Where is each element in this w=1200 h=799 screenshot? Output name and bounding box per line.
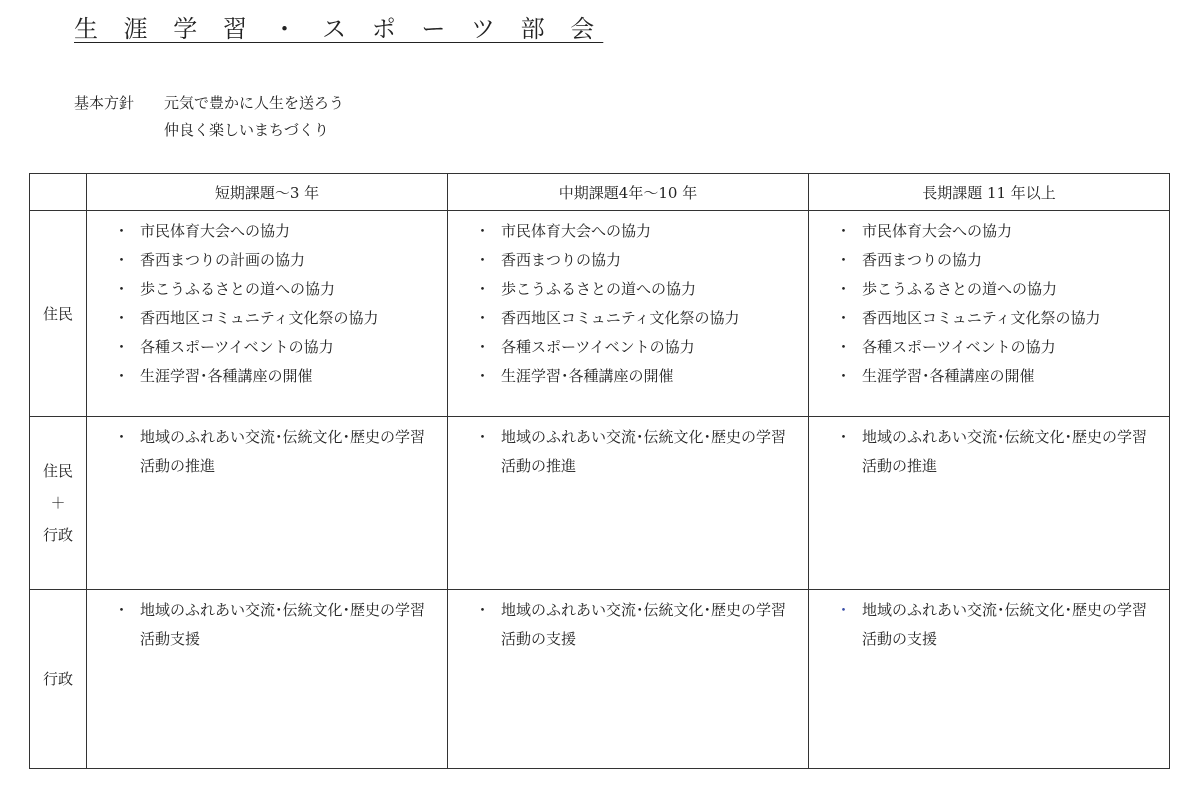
list-item: ・ 香西まつりの計画の協力: [112, 246, 439, 275]
table-cell: [87, 417, 448, 590]
list-item: ・ 各種スポーツイベントの協力: [112, 333, 439, 362]
list-item: ・ 各種スポーツイベントの協力: [834, 333, 1161, 362]
table-cell: [448, 211, 809, 417]
bullet: ・: [475, 367, 491, 385]
table-cell: [87, 590, 448, 769]
bullet: ・: [114, 367, 130, 385]
bullet: ・: [836, 428, 852, 446]
bullet: ・: [836, 309, 852, 327]
list-item: ・ 市民体育大会への協力: [473, 217, 800, 246]
list-item: ・ 地域のふれあい交流･伝統文化･歴史の学習活動の支援: [834, 596, 1161, 654]
bullet: ・: [836, 601, 852, 619]
bullet: ・: [836, 338, 852, 356]
page-title: 生 涯 学 習 ・ ス ポ ー ツ 部 会: [74, 15, 604, 43]
list-item: ・ 地域のふれあい交流･伝統文化･歴史の学習活動の推進: [112, 423, 439, 481]
header-short-term: 短期課題〜3 年: [87, 174, 448, 211]
item-list: [448, 590, 808, 654]
bullet: ・: [114, 428, 130, 446]
item-list: [87, 590, 447, 654]
list-item: ・ 市民体育大会への協力: [112, 217, 439, 246]
list-item: ・ 生涯学習･各種講座の開催: [473, 362, 800, 391]
bullet: ・: [114, 601, 130, 619]
bullet: ・: [114, 251, 130, 269]
table-cell: [448, 590, 809, 769]
bullet: ・: [114, 222, 130, 240]
table-cell: [809, 211, 1170, 417]
list-item: ・ 生涯学習･各種講座の開催: [834, 362, 1161, 391]
bullet: ・: [475, 309, 491, 327]
row-label-government: 行政: [30, 590, 87, 769]
item-list: [809, 417, 1169, 481]
list-item: ・ 各種スポーツイベントの協力: [473, 333, 800, 362]
bullet: ・: [836, 280, 852, 298]
item-list: [809, 590, 1169, 654]
item-list: [87, 211, 447, 391]
bullet: ・: [836, 367, 852, 385]
item-list: [448, 417, 808, 481]
bullet: ・: [475, 601, 491, 619]
header-corner-cell: [30, 174, 87, 211]
bullet: ・: [114, 280, 130, 298]
list-item: ・ 歩こうふるさとの道への協力: [473, 275, 800, 304]
table-cell: [809, 590, 1170, 769]
plan-table: [29, 173, 1170, 769]
list-item: ・ 香西地区コミュニティ文化祭の協力: [834, 304, 1161, 333]
row-label-residents: 住民: [30, 211, 87, 417]
table-header-row: [30, 174, 1170, 211]
list-item: ・ 香西まつりの協力: [834, 246, 1161, 275]
table-row: [30, 590, 1170, 769]
row-label-residents-plus-government: 住民 ＋ 行政: [30, 417, 87, 590]
policy-label: 基本方針: [74, 94, 135, 112]
bullet: ・: [836, 251, 852, 269]
header-long-term: 長期課題 11 年以上: [809, 174, 1170, 211]
item-list: [809, 211, 1169, 391]
item-list: [448, 211, 808, 391]
list-item: ・ 地域のふれあい交流･伝統文化･歴史の学習活動の推進: [473, 423, 800, 481]
list-item: ・ 地域のふれあい交流･伝統文化･歴史の学習活動の推進: [834, 423, 1161, 481]
policy-line: 元気で豊かに人生を送ろう: [164, 94, 345, 112]
list-item: ・ 生涯学習･各種講座の開催: [112, 362, 439, 391]
bullet: ・: [475, 338, 491, 356]
bullet: ・: [475, 222, 491, 240]
item-list: [87, 417, 447, 481]
table-row: [30, 211, 1170, 417]
table-row: [30, 417, 1170, 590]
policy-line: 仲良く楽しいまちづくり: [164, 121, 329, 139]
list-item: ・ 香西地区コミュニティ文化祭の協力: [473, 304, 800, 333]
basic-policy: [74, 90, 344, 144]
bullet: ・: [114, 338, 130, 356]
table-cell: [87, 211, 448, 417]
bullet: ・: [114, 309, 130, 327]
list-item: ・ 地域のふれあい交流･伝統文化･歴史の学習活動の支援: [473, 596, 800, 654]
list-item: ・ 香西まつりの協力: [473, 246, 800, 275]
bullet: ・: [836, 222, 852, 240]
list-item: ・ 地域のふれあい交流･伝統文化･歴史の学習活動支援: [112, 596, 439, 654]
list-item: ・ 歩こうふるさとの道への協力: [112, 275, 439, 304]
table-cell: [809, 417, 1170, 590]
bullet: ・: [475, 428, 491, 446]
list-item: ・ 市民体育大会への協力: [834, 217, 1161, 246]
header-mid-term: 中期課題4年〜10 年: [448, 174, 809, 211]
bullet: ・: [475, 280, 491, 298]
table-cell: [448, 417, 809, 590]
list-item: ・ 香西地区コミュニティ文化祭の協力: [112, 304, 439, 333]
bullet: ・: [475, 251, 491, 269]
list-item: ・ 歩こうふるさとの道への協力: [834, 275, 1161, 304]
